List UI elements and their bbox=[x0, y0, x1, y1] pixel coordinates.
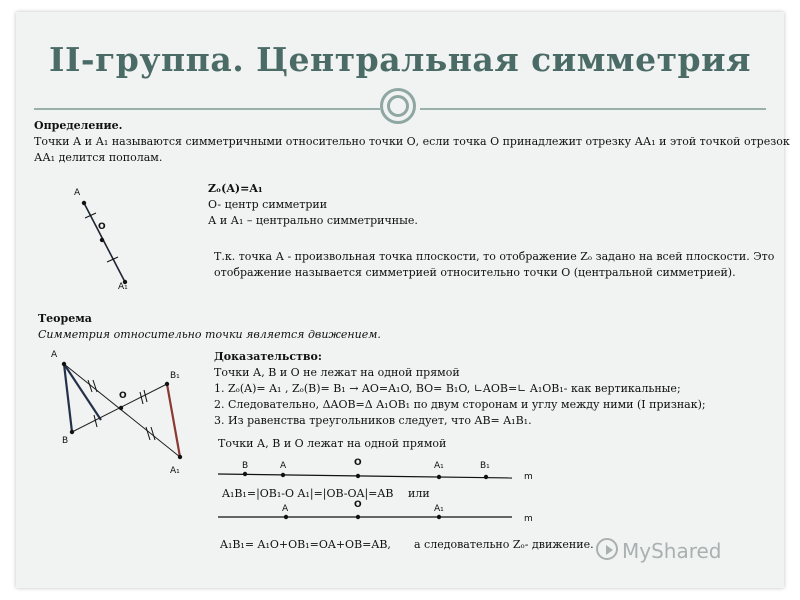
point-o bbox=[119, 406, 123, 410]
label-o: O bbox=[119, 391, 127, 401]
label-a: A bbox=[51, 350, 58, 360]
collinear-conclusion: а следовательно Zₒ- движение. bbox=[414, 538, 594, 551]
segment-a1b1 bbox=[167, 384, 180, 457]
label-a1: A₁ bbox=[434, 504, 444, 514]
point-a bbox=[82, 201, 86, 205]
watermark: MyShared bbox=[622, 539, 722, 563]
label-b: B bbox=[242, 461, 249, 471]
theorem-heading: Теорема bbox=[38, 312, 92, 325]
point-o bbox=[100, 238, 104, 242]
mapping-center: O- центр симметрии bbox=[208, 198, 328, 211]
remark-line1: Т.к. точка А - произвольная точка плоскости, то отображение Zₒ задано на всей плоскости. Это bbox=[214, 250, 775, 263]
point-a bbox=[62, 362, 66, 366]
play-logo-icon bbox=[596, 538, 618, 560]
label-a: A bbox=[74, 188, 81, 198]
collinear-formula1: A₁B₁=|OB₁-O A₁|=|OB-OA|=AB bbox=[222, 487, 394, 500]
label-o: O bbox=[354, 500, 362, 510]
point-b bbox=[243, 472, 247, 476]
collinear-formula2: A₁B₁= A₁O+OB₁=OA+OB=AB, bbox=[220, 538, 391, 551]
label-o: O bbox=[354, 458, 362, 468]
point-o bbox=[356, 515, 360, 519]
label-o: O bbox=[98, 222, 106, 232]
proof-line1: Точки А, В и О не лежат на одной прямой bbox=[214, 366, 460, 379]
collinear-or: или bbox=[408, 487, 430, 500]
mapping-formula: Zₒ(A)=A₁ bbox=[208, 182, 263, 195]
tick-mark bbox=[140, 392, 143, 404]
point-o bbox=[356, 474, 360, 478]
tick-mark bbox=[151, 427, 155, 440]
point-a bbox=[284, 515, 288, 519]
tick-mark bbox=[144, 390, 147, 402]
point-a1 bbox=[437, 515, 441, 519]
segment-aa1 bbox=[64, 364, 180, 457]
tick-mark bbox=[146, 427, 150, 440]
collinear-heading: Точки А, В и О лежат на одной прямой bbox=[218, 437, 447, 450]
line-m-1 bbox=[218, 474, 512, 478]
label-b1: B₁ bbox=[170, 371, 180, 381]
proof-heading: Доказательство: bbox=[214, 350, 322, 363]
remark-line2: отображение называется симметрией относительно точки О (центральной симметрией). bbox=[214, 266, 736, 279]
point-a1 bbox=[437, 475, 441, 479]
proof-line3: 2. Следовательно, ΔAOB=Δ A₁OB₁ по двум сторонам и углу между ними (I признак); bbox=[214, 398, 706, 411]
segment-aa1 bbox=[84, 203, 125, 282]
label-m: m bbox=[524, 514, 533, 524]
definition-line1: Точки А и А₁ называются симметричными относительно точки О, если точка О принадлежит отрезку АА₁ и этой точкой отрезок bbox=[34, 135, 790, 148]
theorem-statement: Симметрия относительно точки является движением. bbox=[38, 328, 381, 341]
page-title: II-группа. Центральная симметрия bbox=[49, 40, 751, 79]
point-a1 bbox=[178, 455, 182, 459]
label-b1: B₁ bbox=[480, 461, 490, 471]
label-a: A bbox=[280, 461, 287, 471]
point-b1 bbox=[165, 382, 169, 386]
definition-heading: Определение. bbox=[34, 119, 123, 132]
label-a: A bbox=[282, 504, 289, 514]
label-a1: A₁ bbox=[170, 466, 180, 476]
proof-line4: 3. Из равенства треугольников следует, что AB= A₁B₁. bbox=[214, 414, 532, 427]
label-a1: A₁ bbox=[118, 282, 128, 292]
label-a1: A₁ bbox=[434, 461, 444, 471]
label-m: m bbox=[524, 472, 533, 482]
point-b1 bbox=[484, 475, 488, 479]
tick-mark bbox=[93, 380, 97, 392]
point-a bbox=[281, 473, 285, 477]
definition-line2: АА₁ делится пополам. bbox=[34, 151, 163, 164]
label-b: B bbox=[62, 436, 69, 446]
point-b bbox=[70, 430, 74, 434]
mapping-symmetric: А и А₁ – центрально симметричные. bbox=[208, 214, 418, 227]
proof-line2: 1. Zₒ(A)= A₁ , Zₒ(B)= B₁ → AO=A₁O, BO= B₁O, ∟AOB=∟ A₁OB₁- как вертикальные; bbox=[214, 382, 681, 395]
